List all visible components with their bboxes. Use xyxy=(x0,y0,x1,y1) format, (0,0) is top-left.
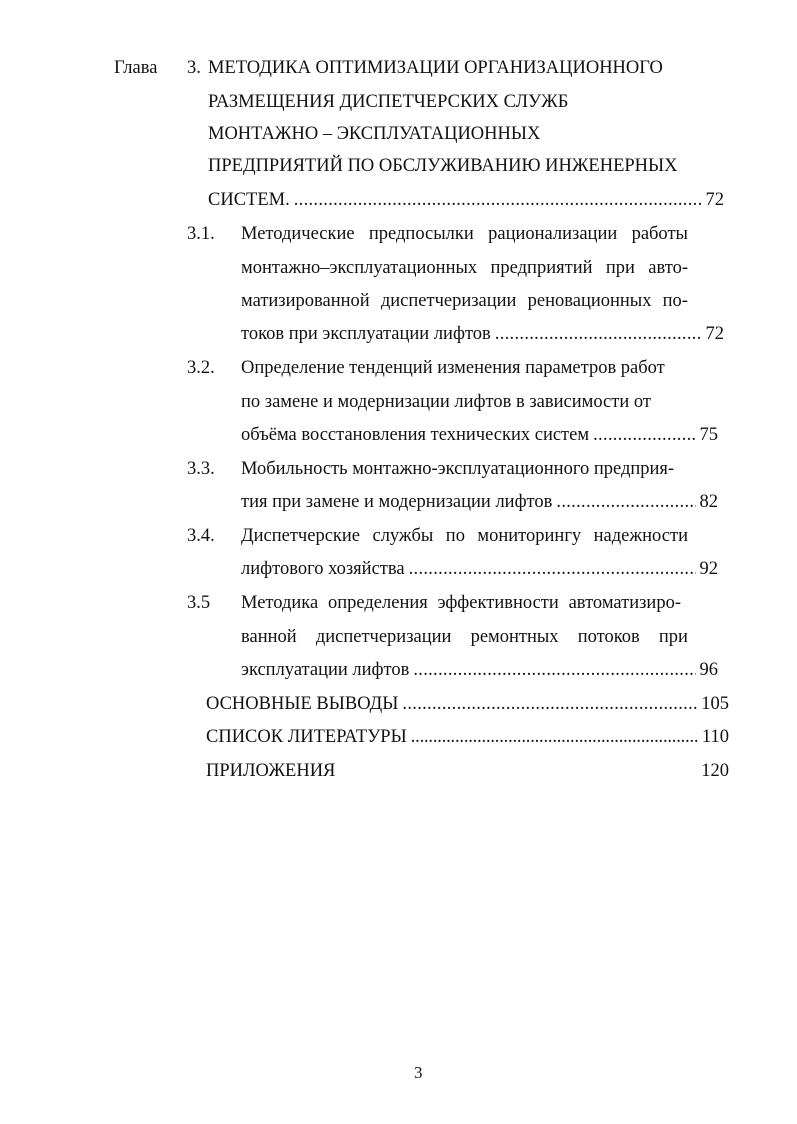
word: Диспетчерские xyxy=(241,526,361,546)
word: эффективности xyxy=(437,593,559,613)
word: Методика xyxy=(241,593,319,613)
section-last-line: эксплуатации лифтов xyxy=(241,660,410,680)
appendix-page: 120 xyxy=(701,761,729,781)
references-entry[interactable] xyxy=(206,725,729,749)
section-line: Определение тенденций изменения параметров работ xyxy=(241,358,665,378)
word: монтажно–эксплуатационных xyxy=(241,258,478,278)
word: матизированной xyxy=(241,291,370,311)
section-page: 96 xyxy=(699,660,718,680)
section-line xyxy=(241,625,688,649)
chapter-number: 3. xyxy=(187,58,201,78)
chapter-prefix: Глава xyxy=(114,58,158,78)
chapter-title-line-3: МОНТАЖНО – ЭКСПЛУАТАЦИОННЫХ xyxy=(208,124,541,144)
conclusions-entry[interactable] xyxy=(206,692,729,716)
word: при xyxy=(658,627,688,647)
section-entry-3-2[interactable] xyxy=(241,423,718,447)
section-entry-3-1[interactable] xyxy=(241,322,724,346)
appendix-label: ПРИЛОЖЕНИЯ xyxy=(206,761,336,781)
word: службы xyxy=(372,526,434,546)
appendix-entry[interactable] xyxy=(206,759,729,783)
word: реновационных xyxy=(527,291,652,311)
section-page: 72 xyxy=(705,324,724,344)
section-page: 75 xyxy=(699,425,718,445)
conclusions-page: 105 xyxy=(701,694,729,714)
section-entry-3-5[interactable] xyxy=(241,658,718,682)
section-page: 82 xyxy=(699,492,718,512)
leader-dots xyxy=(556,490,695,514)
word: работы xyxy=(631,224,688,244)
word: рационализации xyxy=(488,224,618,244)
section-last-line: лифтового хозяйства xyxy=(241,559,405,579)
references-page: 110 xyxy=(701,727,729,747)
word: потоков xyxy=(577,627,640,647)
section-last-line: объёма восстановления технических систем xyxy=(241,425,590,445)
section-number: 3.4. xyxy=(187,526,215,546)
section-line xyxy=(241,256,688,280)
word: по xyxy=(445,526,465,546)
leader-dots xyxy=(413,658,695,682)
section-last-line: тия при замене и модернизации лифтов xyxy=(241,492,553,512)
word: надежности xyxy=(593,526,688,546)
word: диспетчеризации xyxy=(380,291,517,311)
word: определения xyxy=(328,593,428,613)
section-page: 92 xyxy=(699,559,718,579)
section-line: Мобильность монтажно-эксплуатационного предприя- xyxy=(241,459,675,479)
word: по- xyxy=(662,291,688,311)
leader-dots xyxy=(411,725,698,749)
section-number: 3.1. xyxy=(187,224,215,244)
section-number: 3.5 xyxy=(187,593,211,613)
chapter-title-line-1: МЕТОДИКА ОПТИМИЗАЦИИ ОРГАНИЗАЦИОННОГО xyxy=(208,58,663,78)
leader-dots xyxy=(402,692,697,716)
word: авто- xyxy=(648,258,688,278)
chapter-title-line-2: РАЗМЕЩЕНИЯ ДИСПЕТЧЕРСКИХ СЛУЖБ xyxy=(208,92,569,112)
section-line xyxy=(241,591,681,615)
section-number: 3.2. xyxy=(187,358,215,378)
conclusions-label: ОСНОВНЫЕ ВЫВОДЫ xyxy=(206,694,399,714)
word: автоматизиро- xyxy=(568,593,681,613)
word: ванной xyxy=(241,627,297,647)
leader-dots xyxy=(495,322,702,346)
leader-dots xyxy=(593,423,695,447)
word: предприятий xyxy=(490,258,593,278)
section-last-line: токов при эксплуатации лифтов xyxy=(241,324,491,344)
leader-dots xyxy=(294,188,702,212)
word: ремонтных xyxy=(470,627,559,647)
leader-dots xyxy=(409,557,696,581)
section-line xyxy=(241,289,688,313)
section-entry-3-4[interactable] xyxy=(241,557,718,581)
references-label: СПИСОК ЛИТЕРАТУРЫ xyxy=(206,727,407,747)
section-line xyxy=(241,524,688,548)
chapter-page: 72 xyxy=(705,190,724,210)
word: Методические xyxy=(241,224,355,244)
word: при xyxy=(605,258,635,278)
chapter-title-last: СИСТЕМ. xyxy=(208,190,290,210)
section-entry-3-3[interactable] xyxy=(241,490,718,514)
page-number: 3 xyxy=(414,1063,423,1082)
chapter-title-line-4: ПРЕДПРИЯТИЙ ПО ОБСЛУЖИВАНИЮ ИНЖЕНЕРНЫХ xyxy=(208,156,678,176)
word: предпосылки xyxy=(368,224,474,244)
chapter-entry[interactable] xyxy=(208,188,724,212)
word: мониторингу xyxy=(477,526,582,546)
section-number: 3.3. xyxy=(187,459,215,479)
section-line xyxy=(241,222,688,246)
word: диспетчеризации xyxy=(315,627,452,647)
section-line: по замене и модернизации лифтов в зависимости от xyxy=(241,392,651,412)
